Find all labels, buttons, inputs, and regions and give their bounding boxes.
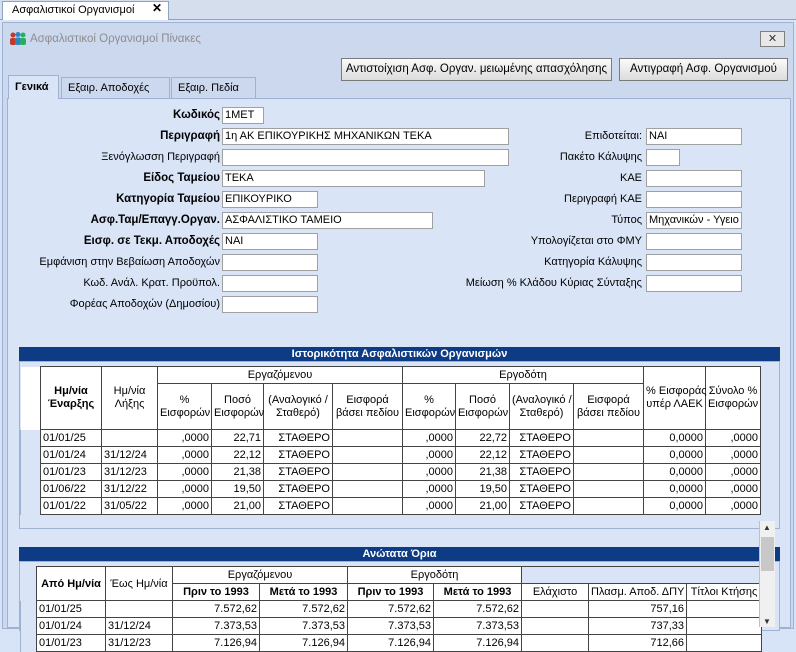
grid-cell[interactable]: 19,50 bbox=[456, 481, 510, 498]
grid-cell[interactable] bbox=[102, 430, 158, 447]
grid-cell[interactable]: ,0000 bbox=[158, 481, 212, 498]
history-row[interactable] bbox=[21, 481, 761, 498]
certificate-display-field[interactable] bbox=[222, 254, 318, 271]
history-grid bbox=[19, 361, 780, 529]
grid-cell[interactable]: 21,38 bbox=[456, 464, 510, 481]
window bbox=[2, 22, 794, 649]
history-table bbox=[20, 366, 761, 515]
grid-cell[interactable]: 0,0000 bbox=[644, 447, 706, 464]
grid-cell[interactable]: ΣΤΑΘΕΡΟ bbox=[510, 447, 574, 464]
pension-reduction-field[interactable] bbox=[646, 275, 742, 292]
grid-cell[interactable]: 7.373,53 bbox=[173, 618, 260, 635]
row-gutter bbox=[21, 430, 41, 447]
col-emp-after-1993[interactable]: Μετά το 1993 bbox=[260, 584, 348, 601]
grid-cell[interactable]: ΣΤΑΘΕΡΟ bbox=[264, 447, 333, 464]
grid-cell[interactable]: 21,00 bbox=[456, 498, 510, 515]
grid-cell[interactable] bbox=[574, 447, 644, 464]
grid-cell[interactable] bbox=[333, 481, 403, 498]
grid-cell[interactable]: 31/05/22 bbox=[102, 498, 158, 515]
notional-earnings-label: Εισφ. σε Τεκμ. Αποδοχές bbox=[83, 235, 220, 247]
grid-cell[interactable] bbox=[333, 447, 403, 464]
grid-cell[interactable]: 01/01/23 bbox=[41, 464, 102, 481]
grid-cell[interactable]: 0,0000 bbox=[644, 464, 706, 481]
col-er-field[interactable]: Εισφορά βάσει πεδίου bbox=[574, 384, 644, 430]
coverage-category-field[interactable] bbox=[646, 254, 742, 271]
scroll-down-icon[interactable]: ▼ bbox=[763, 617, 771, 626]
description-label: Περιγραφή bbox=[160, 130, 220, 142]
coverage-category-label: Κατηγορία Κάλυψης bbox=[544, 256, 642, 268]
col-emp-amount[interactable]: Ποσό Εισφορών bbox=[212, 384, 264, 430]
subsidized-label: Επιδοτείται: bbox=[584, 130, 642, 142]
grid-cell[interactable]: 01/01/25 bbox=[37, 601, 106, 618]
grid-cell[interactable] bbox=[687, 635, 762, 652]
grid-cell[interactable] bbox=[106, 601, 173, 618]
col-er-amount[interactable]: Ποσό Εισφορών bbox=[456, 384, 510, 430]
grid-cell[interactable]: 0,0000 bbox=[644, 430, 706, 447]
grid-cell[interactable]: 0,0000 bbox=[644, 498, 706, 515]
col-emp-type[interactable]: (Αναλογικό / Σταθερό) bbox=[264, 384, 333, 430]
grid-cell[interactable]: 31/12/23 bbox=[106, 635, 173, 652]
caps-row[interactable] bbox=[21, 601, 762, 618]
col-er-after-1993[interactable]: Μετά το 1993 bbox=[434, 584, 522, 601]
grid-cell[interactable] bbox=[522, 618, 589, 635]
coverage-package-field[interactable] bbox=[646, 149, 680, 166]
kae-field[interactable] bbox=[646, 170, 742, 187]
grid-cell[interactable]: ,0000 bbox=[158, 447, 212, 464]
grid-cell[interactable]: 22,71 bbox=[212, 430, 264, 447]
col-emp-field[interactable]: Εισφορά βάσει πεδίου bbox=[333, 384, 403, 430]
grid-cell[interactable]: ,0000 bbox=[706, 464, 761, 481]
grid-cell[interactable]: 7.572,62 bbox=[348, 601, 434, 618]
kae-label: ΚΑΕ bbox=[619, 172, 642, 184]
grid-cell[interactable]: 31/12/22 bbox=[102, 481, 158, 498]
certificate-display-label: Εμφάνιση στην Βεβαίωση Αποδοχών bbox=[39, 256, 220, 268]
map-reduced-employment-button[interactable]: Αντιστοίχιση Ασφ. Οργαν. μειωμένης απασχόλησης bbox=[341, 58, 612, 81]
grid-cell[interactable]: 7.572,62 bbox=[260, 601, 348, 618]
grid-cell[interactable]: 7.373,53 bbox=[260, 618, 348, 635]
close-icon[interactable]: ✕ bbox=[152, 1, 163, 15]
col-er-before-1993[interactable]: Πριν το 1993 bbox=[348, 584, 434, 601]
fmy-calc-field[interactable] bbox=[646, 233, 742, 250]
col-laek[interactable]: % Εισφοράς υπέρ ΛΑΕΚ bbox=[644, 367, 706, 430]
code-field[interactable]: 1ΜΕΤ bbox=[222, 107, 264, 124]
history-section-title: Ιστορικότητα Ασφαλιστικών Οργανισμών bbox=[19, 347, 780, 361]
grid-cell[interactable] bbox=[522, 635, 589, 652]
history-row[interactable] bbox=[21, 447, 761, 464]
grid-cell[interactable]: 7.126,94 bbox=[260, 635, 348, 652]
grid-cell[interactable]: 01/01/25 bbox=[41, 430, 102, 447]
description-field[interactable]: 1η ΑΚ ΕΠΙΚΟΥΡΙΚΗΣ ΜΗΧΑΝΙΚΩΝ ΤΕΚΑ bbox=[222, 128, 509, 145]
caps-row[interactable] bbox=[21, 618, 762, 635]
grid-cell[interactable]: 21,38 bbox=[212, 464, 264, 481]
kae-description-label: Περιγραφή ΚΑΕ bbox=[564, 193, 642, 205]
row-gutter bbox=[21, 635, 37, 652]
grid-cell[interactable]: 737,33 bbox=[589, 618, 687, 635]
grid-cell[interactable] bbox=[333, 464, 403, 481]
grid-cell[interactable]: ,0000 bbox=[403, 447, 456, 464]
grid-cell[interactable]: ΣΤΑΘΕΡΟ bbox=[264, 481, 333, 498]
col-from-date[interactable]: Από Ημ/νία bbox=[37, 567, 106, 601]
grid-cell[interactable]: ,0000 bbox=[403, 464, 456, 481]
grid-cell[interactable]: 31/12/23 bbox=[102, 464, 158, 481]
grid-cell[interactable]: 19,50 bbox=[212, 481, 264, 498]
tab-general[interactable]: Γενικά bbox=[8, 75, 59, 99]
code-label: Κωδικός bbox=[173, 109, 220, 121]
kae-description-field[interactable] bbox=[646, 191, 742, 208]
grid-cell[interactable] bbox=[574, 464, 644, 481]
copy-organization-button[interactable]: Αντιγραφή Ασφ. Οργανισμού bbox=[619, 58, 788, 81]
grid-cell[interactable]: 712,66 bbox=[589, 635, 687, 652]
employer-group-header: Εργοδότη bbox=[403, 367, 644, 384]
grid-cell[interactable]: 7.126,94 bbox=[348, 635, 434, 652]
grid-cell[interactable]: 01/01/23 bbox=[37, 635, 106, 652]
grid-cell[interactable]: 0,0000 bbox=[644, 481, 706, 498]
col-start-date[interactable]: Ημ/νία Έναρξης bbox=[41, 367, 102, 430]
history-row[interactable] bbox=[21, 498, 761, 515]
grid-cell[interactable]: 7.572,62 bbox=[434, 601, 522, 618]
people-icon bbox=[9, 31, 27, 45]
grid-cell[interactable] bbox=[333, 430, 403, 447]
grid-cell[interactable]: 757,16 bbox=[589, 601, 687, 618]
coverage-package-label: Πακέτο Κάλυψης bbox=[559, 151, 642, 163]
grid-cell[interactable] bbox=[574, 498, 644, 515]
grid-cell[interactable]: 22,12 bbox=[456, 447, 510, 464]
col-er-type[interactable]: (Αναλογικό / Σταθερό) bbox=[510, 384, 574, 430]
close-icon: ✕ bbox=[767, 33, 778, 45]
grid-cell[interactable]: 22,72 bbox=[456, 430, 510, 447]
type-field[interactable]: Μηχανικών - Υγειο bbox=[646, 212, 742, 229]
caps-employee-group: Εργαζόμενου bbox=[173, 567, 348, 584]
row-gutter bbox=[21, 601, 37, 618]
foreign-description-label: Ξενόγλωσση Περιγραφή bbox=[101, 151, 220, 163]
subsidized-field[interactable]: ΝΑΙ bbox=[646, 128, 742, 145]
history-row[interactable] bbox=[21, 430, 761, 447]
grid-cell[interactable] bbox=[687, 601, 762, 618]
tab-excluded-earnings[interactable]: Εξαιρ. Αποδοχές bbox=[61, 77, 170, 98]
col-acquisition-titles[interactable]: Τίτλοι Κτήσης bbox=[687, 584, 762, 601]
caps-section-title: Ανώτατα Όρια bbox=[19, 547, 780, 561]
grid-cell[interactable]: 01/01/24 bbox=[37, 618, 106, 635]
grid-cell[interactable] bbox=[333, 498, 403, 515]
grid-cell[interactable]: ,0000 bbox=[706, 481, 761, 498]
caps-scrollbar[interactable] bbox=[759, 521, 775, 627]
grid-cell[interactable]: ΣΤΑΘΕΡΟ bbox=[264, 464, 333, 481]
grid-cell[interactable]: 01/01/22 bbox=[41, 498, 102, 515]
grid-cell[interactable]: 31/12/24 bbox=[106, 618, 173, 635]
row-gutter bbox=[21, 481, 41, 498]
caps-rows bbox=[21, 601, 762, 652]
row-gutter bbox=[21, 464, 41, 481]
col-total[interactable]: Σύνολο % Εισφορών bbox=[706, 367, 761, 430]
grid-cell[interactable] bbox=[574, 430, 644, 447]
type-label: Τύπος bbox=[611, 214, 642, 226]
grid-cell[interactable]: ,0000 bbox=[158, 464, 212, 481]
grid-cell[interactable]: ,0000 bbox=[158, 430, 212, 447]
insurance-org-type-label: Ασφ.Ταμ/Επαγγ.Οργαν. bbox=[90, 214, 220, 226]
pension-reduction-label: Μείωση % Κλάδου Κύριας Σύνταξης bbox=[465, 277, 642, 289]
scrollbar-thumb[interactable] bbox=[761, 537, 774, 571]
row-gutter bbox=[21, 447, 41, 464]
grid-cell[interactable]: ,0000 bbox=[403, 498, 456, 515]
general-panel bbox=[7, 98, 791, 649]
grid-cell[interactable]: 7.373,53 bbox=[348, 618, 434, 635]
earnings-body-field[interactable] bbox=[222, 296, 318, 313]
grid-cell[interactable]: ΣΤΑΘΕΡΟ bbox=[510, 481, 574, 498]
col-emp-pct[interactable]: % Εισφορών bbox=[158, 384, 212, 430]
title-bar bbox=[3, 23, 793, 53]
budget-code-label: Κωδ. Ανάλ. Κρατ. Προϋπολ. bbox=[83, 277, 220, 289]
fund-kind-label: Είδος Ταμείου bbox=[143, 172, 220, 184]
tab-excluded-fields[interactable]: Εξαιρ. Πεδία bbox=[171, 77, 256, 98]
col-notional-base[interactable]: Πλασμ. Αποδ. ΔΠΥ bbox=[589, 584, 687, 601]
grid-cell[interactable]: ,0000 bbox=[706, 430, 761, 447]
grid-cell[interactable]: 21,00 bbox=[212, 498, 264, 515]
caps-table bbox=[20, 566, 762, 652]
grid-cell[interactable]: ,0000 bbox=[403, 481, 456, 498]
grid-cell[interactable]: ,0000 bbox=[158, 498, 212, 515]
grid-cell[interactable]: 7.373,53 bbox=[434, 618, 522, 635]
grid-cell[interactable]: 31/12/24 bbox=[102, 447, 158, 464]
row-gutter bbox=[21, 498, 41, 515]
grid-cell[interactable] bbox=[574, 481, 644, 498]
caps-row[interactable] bbox=[21, 635, 762, 652]
grid-cell[interactable]: ΣΤΑΘΕΡΟ bbox=[264, 430, 333, 447]
document-tab[interactable] bbox=[2, 1, 169, 20]
grid-cell[interactable]: ΣΤΑΘΕΡΟ bbox=[510, 498, 574, 515]
insurance-org-type-field[interactable]: ΑΣΦΑΛΙΣΤΙΚΟ ΤΑΜΕΙΟ bbox=[222, 212, 433, 229]
grid-cell[interactable]: 7.572,62 bbox=[173, 601, 260, 618]
grid-cell[interactable]: ΣΤΑΘΕΡΟ bbox=[510, 430, 574, 447]
col-end-date[interactable]: Ημ/νία Λήξης bbox=[102, 367, 158, 430]
col-emp-before-1993[interactable]: Πριν το 1993 bbox=[173, 584, 260, 601]
window-title: Ασφαλιστικοί Οργανισμοί Πίνακες bbox=[30, 33, 201, 45]
history-row[interactable] bbox=[21, 464, 761, 481]
document-tab-bar bbox=[0, 0, 796, 20]
grid-cell[interactable] bbox=[687, 618, 762, 635]
grid-cell[interactable]: ,0000 bbox=[403, 430, 456, 447]
grid-cell[interactable]: ΣΤΑΘΕΡΟ bbox=[264, 498, 333, 515]
row-gutter bbox=[21, 618, 37, 635]
col-minimum[interactable]: Ελάχιστο bbox=[522, 584, 589, 601]
budget-code-field[interactable] bbox=[222, 275, 318, 292]
scroll-up-icon[interactable]: ▲ bbox=[763, 523, 771, 532]
grid-cell[interactable]: 22,12 bbox=[212, 447, 264, 464]
grid-cell[interactable]: 7.126,94 bbox=[173, 635, 260, 652]
caps-employer-group: Εργοδότη bbox=[348, 567, 522, 584]
col-er-pct[interactable]: % Εισφορών bbox=[403, 384, 456, 430]
fmy-calc-label: Υπολογίζεται στο ΦΜΥ bbox=[530, 235, 642, 247]
foreign-description-field[interactable] bbox=[222, 149, 509, 166]
fund-category-label: Κατηγορία Ταμείου bbox=[116, 193, 220, 205]
grid-cell[interactable]: ,0000 bbox=[706, 447, 761, 464]
caps-grid bbox=[19, 561, 780, 649]
grid-cell[interactable]: 01/06/22 bbox=[41, 481, 102, 498]
fund-category-field[interactable]: ΕΠΙΚΟΥΡΙΚΟ bbox=[222, 191, 318, 208]
document-tab-label: Ασφαλιστικοί Οργανισμοί bbox=[12, 4, 135, 16]
grid-cell[interactable]: ,0000 bbox=[706, 498, 761, 515]
earnings-body-label: Φορέας Αποδοχών (Δημοσίου) bbox=[69, 298, 220, 310]
grid-cell[interactable]: 01/01/24 bbox=[41, 447, 102, 464]
history-rows bbox=[21, 430, 761, 515]
grid-cell[interactable]: ΣΤΑΘΕΡΟ bbox=[510, 464, 574, 481]
notional-earnings-field[interactable]: ΝΑΙ bbox=[222, 233, 318, 250]
fund-kind-field[interactable]: ΤΕΚΑ bbox=[222, 170, 485, 187]
grid-cell[interactable]: 7.126,94 bbox=[434, 635, 522, 652]
window-close-button[interactable] bbox=[760, 31, 785, 47]
col-to-date[interactable]: Έως Ημ/νία bbox=[106, 567, 173, 601]
grid-cell[interactable] bbox=[522, 601, 589, 618]
employee-group-header: Εργαζόμενου bbox=[158, 367, 403, 384]
